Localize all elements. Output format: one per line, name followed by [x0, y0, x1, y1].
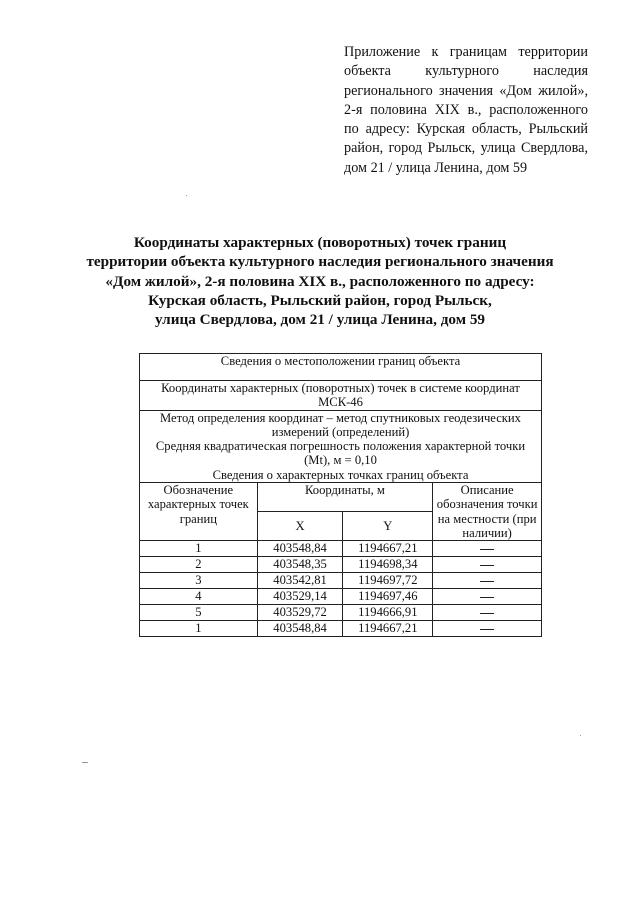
point-y: 1194697,72	[343, 573, 433, 589]
point-description	[433, 605, 542, 621]
point-y: 1194697,46	[343, 589, 433, 605]
point-y: 1194667,21	[343, 621, 433, 637]
point-description	[433, 541, 542, 557]
point-x: 403529,72	[257, 605, 343, 621]
table-row	[140, 589, 542, 605]
method-cell	[140, 410, 542, 482]
document-title	[70, 233, 570, 329]
section-title: Сведения о местоположении границ объекта	[140, 354, 542, 381]
title-line: Координаты характерных (поворотных) точек границ	[133, 234, 507, 251]
point-description	[433, 621, 542, 637]
dash-mark	[480, 613, 494, 614]
header-coords: Координаты, м	[257, 483, 433, 512]
table-row	[140, 621, 542, 637]
point-x: 403548,35	[257, 557, 343, 573]
coord-system-row	[140, 381, 542, 411]
table-row	[140, 605, 542, 621]
table-row	[140, 573, 542, 589]
points-title: Сведения о характерных точках границ объекта	[212, 467, 469, 482]
scan-speck	[186, 195, 187, 196]
point-id: 4	[140, 589, 258, 605]
scan-speck	[82, 762, 88, 763]
title-line: улица Свердлова, дом 21 / улица Ленина, дом 59	[154, 311, 486, 329]
point-id: 1	[140, 621, 258, 637]
point-y: 1194698,34	[343, 557, 433, 573]
scan-speck	[580, 735, 581, 736]
point-description	[433, 557, 542, 573]
point-x: 403542,81	[257, 573, 343, 589]
method-line: Метод определения координат – метод спутниковых геодезических	[160, 410, 521, 425]
point-id: 2	[140, 557, 258, 573]
header-designation: Обозначение характерных точек границ	[140, 483, 258, 541]
section-title-row	[140, 354, 542, 381]
coord-system-line: Координаты характерных (поворотных) точек в системе координат	[161, 381, 520, 395]
point-id: 5	[140, 605, 258, 621]
dash-mark	[480, 549, 494, 550]
coord-system-name: МСК-46	[318, 395, 363, 410]
dash-mark	[480, 629, 494, 630]
dash-mark	[480, 565, 494, 566]
point-id: 1	[140, 541, 258, 557]
title-line: Курская область, Рыльский район, город Рыльск,	[148, 291, 492, 309]
header-y: Y	[343, 512, 433, 541]
point-description	[433, 573, 542, 589]
dash-mark	[480, 581, 494, 582]
appendix-note: Приложение к границам территории объекта культурного наследия регионального значения «Дом жилой», 2-я половина XIX в., расположенного по адресу: Курская область, Рыльский район, город Рыльск, улица Свердлова, дом 21 / улица Ленина, дом 59	[344, 44, 588, 176]
point-y: 1194667,21	[343, 541, 433, 557]
point-x: 403548,84	[257, 541, 343, 557]
header-description: Описание обозначения точки на местности (при наличии)	[433, 483, 542, 541]
method-row	[140, 410, 542, 482]
point-x: 403548,84	[257, 621, 343, 637]
accuracy-line: (Мt), м = 0,10	[304, 453, 377, 468]
point-description	[433, 589, 542, 605]
point-y: 1194666,91	[343, 605, 433, 621]
point-id: 3	[140, 573, 258, 589]
method-line: измерений (определений)	[271, 424, 410, 439]
point-x: 403529,14	[257, 589, 343, 605]
dash-mark	[480, 597, 494, 598]
table-row	[140, 557, 542, 573]
header-row	[140, 483, 542, 512]
coordinates-table	[139, 353, 542, 637]
coord-system-cell	[140, 381, 542, 411]
title-line: территории объекта культурного наследия регионального значения	[86, 253, 554, 271]
table-row	[140, 541, 542, 557]
header-x: X	[257, 512, 343, 541]
title-line: «Дом жилой», 2-я половина XIX в., расположенного по адресу:	[105, 272, 535, 290]
accuracy-line: Средняя квадратическая погрешность положения характерной точки	[155, 439, 526, 454]
